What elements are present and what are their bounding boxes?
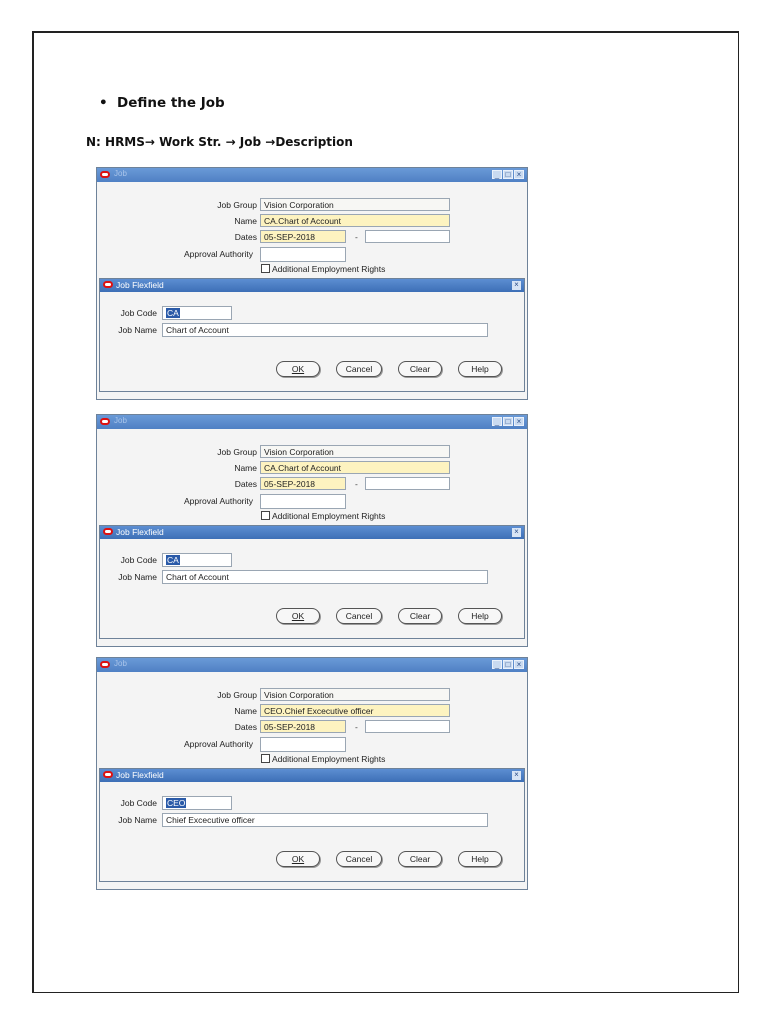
job-code-value: CA [167, 555, 179, 565]
oracle-logo-icon [100, 418, 110, 425]
ok-label: OK [291, 611, 305, 621]
window-controls [492, 660, 524, 669]
ok-label: OK [291, 364, 305, 374]
dates-label: Dates [234, 232, 257, 242]
job-name-field[interactable]: Chart of Account [162, 323, 488, 337]
date-from-field[interactable]: 05-SEP-2018 [260, 477, 346, 490]
maximize-icon[interactable]: □ [503, 417, 513, 426]
additional-rights-row[interactable] [261, 511, 385, 521]
job-group-label: Job Group [217, 200, 257, 210]
bullet: • [99, 95, 108, 111]
navigation-path: N: HRMS→ Work Str. → Job →Description [86, 135, 353, 149]
clear-button[interactable] [398, 361, 442, 377]
additional-rights-label: Additional Employment Rights [272, 754, 386, 764]
approval-authority-label: Approval Authority [184, 496, 253, 506]
job-name-label: Job Name [118, 815, 157, 825]
clear-label: Clear [409, 854, 431, 864]
approval-authority-field[interactable] [260, 247, 346, 262]
close-icon[interactable]: × [512, 771, 521, 780]
cancel-label: Cancel [345, 854, 373, 864]
job-flexfield-dialog [99, 525, 525, 639]
job-window [96, 657, 528, 890]
heading-title: Define the Job [117, 95, 225, 111]
name-label: Name [234, 463, 257, 473]
close-icon[interactable]: × [514, 660, 524, 669]
minimize-icon[interactable]: _ [492, 660, 502, 669]
date-separator: - [355, 479, 358, 489]
oracle-logo-icon [103, 528, 113, 535]
window-title: Job [114, 659, 127, 668]
approval-authority-field[interactable] [260, 494, 346, 509]
clear-button[interactable] [398, 851, 442, 867]
window-titlebar [97, 415, 527, 429]
date-to-field[interactable] [365, 477, 450, 490]
approval-authority-label: Approval Authority [184, 249, 253, 259]
maximize-icon[interactable]: □ [503, 170, 513, 179]
flexfield-titlebar [100, 279, 524, 292]
job-code-field[interactable] [162, 796, 232, 810]
cancel-button[interactable] [336, 851, 382, 867]
job-window [96, 167, 528, 400]
flexfield-title: Job Flexfield [116, 280, 164, 290]
job-name-label: Job Name [118, 325, 157, 335]
name-field[interactable]: CA.Chart of Account [260, 461, 450, 474]
clear-label: Clear [409, 364, 431, 374]
name-label: Name [234, 706, 257, 716]
oracle-logo-icon [103, 281, 113, 288]
approval-authority-label: Approval Authority [184, 739, 253, 749]
name-label: Name [234, 216, 257, 226]
job-window [96, 414, 528, 647]
additional-rights-checkbox[interactable] [261, 511, 270, 520]
ok-button[interactable] [276, 608, 320, 624]
job-group-field[interactable]: Vision Corporation [260, 445, 450, 458]
job-name-label: Job Name [118, 572, 157, 582]
job-code-field[interactable] [162, 553, 232, 567]
oracle-logo-icon [100, 171, 110, 178]
flexfield-title: Job Flexfield [116, 527, 164, 537]
flexfield-title: Job Flexfield [116, 770, 164, 780]
approval-authority-field[interactable] [260, 737, 346, 752]
close-icon[interactable]: × [514, 417, 524, 426]
minimize-icon[interactable]: _ [492, 170, 502, 179]
job-name-field[interactable]: Chart of Account [162, 570, 488, 584]
window-controls [492, 417, 524, 426]
additional-rights-checkbox[interactable] [261, 754, 270, 763]
additional-rights-checkbox[interactable] [261, 264, 270, 273]
cancel-button[interactable] [336, 608, 382, 624]
date-to-field[interactable] [365, 720, 450, 733]
job-code-field[interactable] [162, 306, 232, 320]
help-button[interactable] [458, 851, 502, 867]
help-label: Help [471, 364, 489, 374]
name-field[interactable]: CA.Chart of Account [260, 214, 450, 227]
cancel-label: Cancel [345, 364, 373, 374]
help-button[interactable] [458, 361, 502, 377]
job-code-value: CA [167, 308, 179, 318]
job-group-label: Job Group [217, 447, 257, 457]
job-code-value: CEO [167, 798, 186, 808]
additional-rights-row[interactable] [261, 754, 385, 764]
window-title: Job [114, 169, 127, 178]
additional-rights-row[interactable] [261, 264, 385, 274]
job-flexfield-dialog [99, 768, 525, 882]
date-from-field[interactable]: 05-SEP-2018 [260, 720, 346, 733]
help-button[interactable] [458, 608, 502, 624]
flexfield-titlebar [100, 769, 524, 782]
oracle-logo-icon [100, 661, 110, 668]
date-from-field[interactable]: 05-SEP-2018 [260, 230, 346, 243]
date-to-field[interactable] [365, 230, 450, 243]
cancel-label: Cancel [345, 611, 373, 621]
additional-rights-label: Additional Employment Rights [272, 264, 386, 274]
job-flexfield-dialog [99, 278, 525, 392]
section-heading [99, 95, 225, 111]
window-controls [492, 170, 524, 179]
dates-label: Dates [234, 479, 257, 489]
dates-label: Dates [234, 722, 257, 732]
job-code-label: Job Code [120, 798, 157, 808]
clear-button[interactable] [398, 608, 442, 624]
close-icon[interactable]: × [512, 281, 521, 290]
ok-label: OK [291, 854, 305, 864]
date-separator: - [355, 722, 358, 732]
date-separator: - [355, 232, 358, 242]
job-name-field[interactable]: Chief Excecutive officer [162, 813, 488, 827]
name-field[interactable]: CEO.Chief Excecutive officer [260, 704, 450, 717]
job-group-field[interactable]: Vision Corporation [260, 198, 450, 211]
job-code-label: Job Code [120, 308, 157, 318]
window-titlebar [97, 168, 527, 182]
help-label: Help [471, 611, 489, 621]
window-title: Job [114, 416, 127, 425]
additional-rights-label: Additional Employment Rights [272, 511, 386, 521]
cancel-button[interactable] [336, 361, 382, 377]
clear-label: Clear [409, 611, 431, 621]
oracle-logo-icon [103, 771, 113, 778]
job-group-field[interactable]: Vision Corporation [260, 688, 450, 701]
window-titlebar [97, 658, 527, 672]
help-label: Help [471, 854, 489, 864]
ok-button[interactable] [276, 851, 320, 867]
close-icon[interactable]: × [514, 170, 524, 179]
job-code-label: Job Code [120, 555, 157, 565]
close-icon[interactable]: × [512, 528, 521, 537]
job-group-label: Job Group [217, 690, 257, 700]
flexfield-titlebar [100, 526, 524, 539]
maximize-icon[interactable]: □ [503, 660, 513, 669]
ok-button[interactable] [276, 361, 320, 377]
minimize-icon[interactable]: _ [492, 417, 502, 426]
